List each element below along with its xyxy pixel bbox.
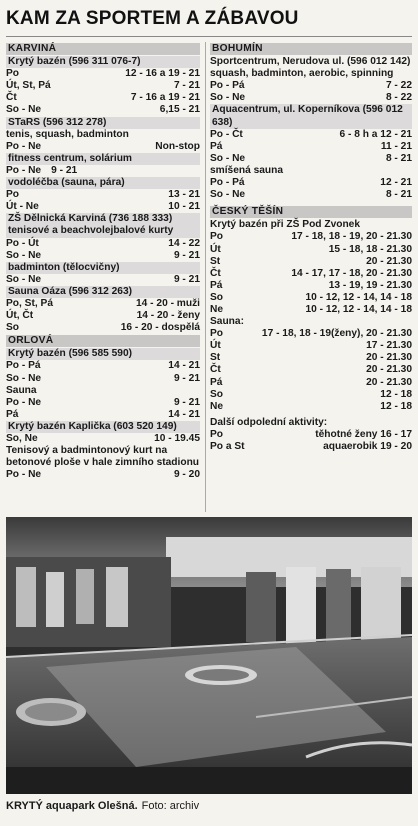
schedule-row xyxy=(6,68,200,80)
schedule-row xyxy=(6,92,200,104)
hours-value: 17 - 21.30 xyxy=(366,340,412,352)
section-heading: ORLOVÁ xyxy=(6,335,200,347)
venue-name: ZŠ Dělnická Karviná (736 188 333) tenisové a beachvolejbalové kurty xyxy=(6,213,200,237)
schedule-row xyxy=(210,429,412,441)
hours-value: 12 - 18 xyxy=(380,400,412,412)
schedule-row xyxy=(210,231,412,243)
schedule-row xyxy=(6,80,200,92)
schedule-row xyxy=(6,189,200,201)
hours-value: 13 - 19, 19 - 21.30 xyxy=(328,279,412,291)
hours-value: 7 - 22 xyxy=(385,80,412,92)
schedule-row xyxy=(210,389,412,401)
hours-value: 10 - 12, 12 - 14, 14 - 18 xyxy=(305,303,412,315)
hours-value: 10 - 12, 12 - 14, 14 - 18 xyxy=(305,291,412,303)
day-label: So xyxy=(6,322,20,334)
hours-value: 9 - 21 xyxy=(173,396,200,408)
day-label: So xyxy=(210,388,224,400)
day-label: So - Ne xyxy=(210,152,246,164)
day-label: Po - Ne xyxy=(6,469,42,481)
hours-value: 6,15 - 21 xyxy=(159,104,200,116)
venue-name: fitness centrum, solárium xyxy=(6,153,200,165)
schedule-row xyxy=(6,201,200,213)
hours-value: 16 - 20 - dospělá xyxy=(120,322,200,334)
hours-value: 17 - 18, 18 - 19(ženy), 20 - 21.30 xyxy=(261,328,412,340)
schedule-row xyxy=(6,373,200,385)
venue-label: Další odpolední aktivity: xyxy=(210,416,328,428)
day-label: St xyxy=(210,255,221,267)
venue-name: STaRS (596 312 278) xyxy=(6,117,200,129)
schedule-row xyxy=(210,92,412,104)
day-label: So - Ne xyxy=(6,104,42,116)
day-label: Út, St, Pá xyxy=(6,80,51,92)
schedule-row xyxy=(6,469,200,481)
hours-value: 7 - 21 xyxy=(173,80,200,92)
day-label: Út, Čt xyxy=(6,310,34,322)
schedule-row xyxy=(210,441,412,453)
schedule-row xyxy=(210,177,412,189)
day-label: Ne xyxy=(210,303,224,315)
schedule-row xyxy=(6,298,200,310)
schedule-row xyxy=(6,238,200,250)
venue-label: tenis, squash, badminton xyxy=(6,128,129,140)
right-column xyxy=(210,42,412,453)
hours-value: 8 - 22 xyxy=(385,92,412,104)
page-title: KAM ZA SPORTEM A ZÁBAVOU xyxy=(6,8,299,29)
day-label: So, Ne xyxy=(6,433,38,444)
day-label: So xyxy=(210,291,224,303)
day-label: Út xyxy=(210,340,221,352)
aquapark-photo xyxy=(6,517,412,794)
day-label: Po xyxy=(6,189,20,201)
hours-value: 11 - 21 xyxy=(380,140,412,152)
day-label: Čt xyxy=(6,92,17,104)
hours-value: 9 - 21 xyxy=(173,249,200,261)
day-label: Pá xyxy=(210,140,223,152)
hours-value: 9 - 21 xyxy=(173,372,200,384)
hours-value: 17 - 18, 18 - 19, 20 - 21.30 xyxy=(291,231,412,243)
schedule-row xyxy=(210,80,412,92)
hours-value: 10 - 19.45 xyxy=(154,433,200,444)
day-label: Út - Ne xyxy=(6,201,39,213)
day-label: Pá xyxy=(210,279,223,291)
schedule-row xyxy=(6,250,200,262)
venue-label: squash, badminton, aerobic, spinning xyxy=(210,68,394,80)
day-label: Po, St, Pá xyxy=(6,297,53,309)
venue-name: vodoléčba (sauna, pára) xyxy=(6,177,200,189)
schedule-row xyxy=(210,401,412,413)
hours-value: 14 - 20 - ženy xyxy=(136,310,200,322)
day-label: Pá xyxy=(6,408,19,420)
day-label: Po xyxy=(210,328,224,340)
schedule-row xyxy=(6,322,200,334)
day-label: So - Ne xyxy=(210,92,246,104)
day-label: Čt xyxy=(210,267,221,279)
caption-text: KRYTÝ aquapark Olešná. xyxy=(6,800,138,812)
day-label: Po xyxy=(210,231,224,243)
day-label: Po - Ne xyxy=(6,396,42,408)
schedule-row xyxy=(210,304,412,316)
day-label: Po - Ne xyxy=(6,164,42,176)
schedule-row xyxy=(6,310,200,322)
day-label: St xyxy=(210,352,221,364)
day-label: Ne xyxy=(210,400,224,412)
section-heading: ČESKÝ TĚŠÍN xyxy=(210,206,412,218)
hours-value: těhotné ženy 16 - 17 xyxy=(315,428,412,440)
schedule-row xyxy=(6,409,200,421)
venue-label: Sauna: xyxy=(210,316,244,328)
schedule-row xyxy=(210,280,412,292)
hours-value: 14 - 20 - muži xyxy=(136,297,200,309)
schedule-row xyxy=(210,268,412,280)
venue-label: Krytý bazén při ZŠ Pod Zvonek xyxy=(210,219,361,231)
schedule-row xyxy=(6,397,200,409)
schedule-row xyxy=(210,328,412,340)
hours-value: aquaerobik 19 - 20 xyxy=(323,441,412,452)
day-label: So - Ne xyxy=(210,189,246,201)
hours-value: 14 - 21 xyxy=(168,360,200,372)
hours-value: 12 - 21 xyxy=(380,177,412,189)
day-label: Pá xyxy=(210,376,223,388)
section-heading: BOHUMÍN xyxy=(210,43,412,55)
day-label: So - Ne xyxy=(6,273,42,285)
venue-label: Tenisový a badmintonový kurt na betonové ploše v hale zimního stadionu xyxy=(6,445,200,469)
schedule-row xyxy=(210,244,412,256)
schedule-row xyxy=(210,292,412,304)
venue-label: smíšená sauna xyxy=(210,164,284,176)
day-label: Po - Pá xyxy=(210,177,245,189)
day-label: Po xyxy=(210,428,224,440)
schedule-row xyxy=(210,352,412,364)
hours-value: 8 - 21 xyxy=(385,189,412,201)
day-label: Po a St xyxy=(210,441,245,452)
hours-value: 14 - 17, 17 - 18, 20 - 21.30 xyxy=(291,267,412,279)
hours-value: 9 - 20 xyxy=(173,469,200,481)
hours-value: Non-stop xyxy=(155,140,200,152)
schedule-row xyxy=(210,189,412,201)
hours-value: 13 - 21 xyxy=(168,189,200,201)
hours-value: 20 - 21.30 xyxy=(366,364,412,376)
day-label: So - Ne xyxy=(6,372,42,384)
photo-caption xyxy=(6,800,412,812)
section-heading: KARVINÁ xyxy=(6,43,200,55)
day-label: Po - Čt xyxy=(210,128,243,140)
hours-value: 12 - 16 a 19 - 21 xyxy=(125,68,200,80)
day-label: Po xyxy=(6,68,20,80)
schedule-row xyxy=(210,364,412,376)
hours-value: 14 - 21 xyxy=(168,408,200,420)
hours-value: 10 - 21 xyxy=(168,201,200,213)
day-label: Út xyxy=(210,243,221,255)
column-divider xyxy=(205,42,206,512)
left-column xyxy=(6,42,200,481)
schedule-row xyxy=(6,141,200,153)
hours-value: 15 - 18, 18 - 21.30 xyxy=(328,243,412,255)
hours-value: 7 - 16 a 19 - 21 xyxy=(130,92,200,104)
hours-value: 9 - 21 xyxy=(51,164,78,176)
schedule-row xyxy=(210,129,412,141)
day-label: Po - Pá xyxy=(210,80,245,92)
title-rule xyxy=(6,36,412,37)
caption-source: Foto: archiv xyxy=(141,800,200,812)
indoor-pool-illustration xyxy=(6,517,412,794)
schedule-row xyxy=(210,340,412,352)
schedule-row xyxy=(6,165,200,177)
hours-value: 6 - 8 h a 12 - 21 xyxy=(339,128,412,140)
day-label: Čt xyxy=(210,364,221,376)
schedule-row xyxy=(210,256,412,268)
hours-value: 12 - 18 xyxy=(380,388,412,400)
venue-name: Krytý bazén Kaplička (603 520 149) xyxy=(6,421,200,433)
schedule-row xyxy=(210,377,412,389)
venue-name: Krytý bazén (596 585 590) xyxy=(6,348,200,360)
schedule-row xyxy=(210,141,412,153)
hours-value: 8 - 21 xyxy=(385,152,412,164)
hours-value: 20 - 21.30 xyxy=(366,376,412,388)
schedule-row xyxy=(6,433,200,445)
hours-value: 9 - 21 xyxy=(173,273,200,285)
schedule-row xyxy=(6,360,200,372)
day-label: So - Ne xyxy=(6,249,42,261)
schedule-row xyxy=(210,153,412,165)
schedule-row xyxy=(6,274,200,286)
day-label: Po - Ne xyxy=(6,140,42,152)
venue-label: Sauna xyxy=(6,384,37,396)
hours-value: 20 - 21.30 xyxy=(366,352,412,364)
hours-value: 14 - 22 xyxy=(168,237,200,249)
venue-name: badminton (tělocvičny) xyxy=(6,262,200,274)
venue-name: Sauna Oáza (596 312 263) xyxy=(6,286,200,298)
venue-name: Aquacentrum, ul. Koperníkova (596 012 638) xyxy=(210,104,412,128)
hours-value: 20 - 21.30 xyxy=(366,255,412,267)
spacer xyxy=(210,201,412,205)
venue-name: Krytý bazén (596 311 076-7) xyxy=(6,56,200,68)
venue-label: Sportcentrum, Nerudova ul. (596 012 142) xyxy=(210,56,411,68)
schedule-row xyxy=(6,104,200,116)
day-label: Po - Út xyxy=(6,237,39,249)
day-label: Po - Pá xyxy=(6,360,41,372)
